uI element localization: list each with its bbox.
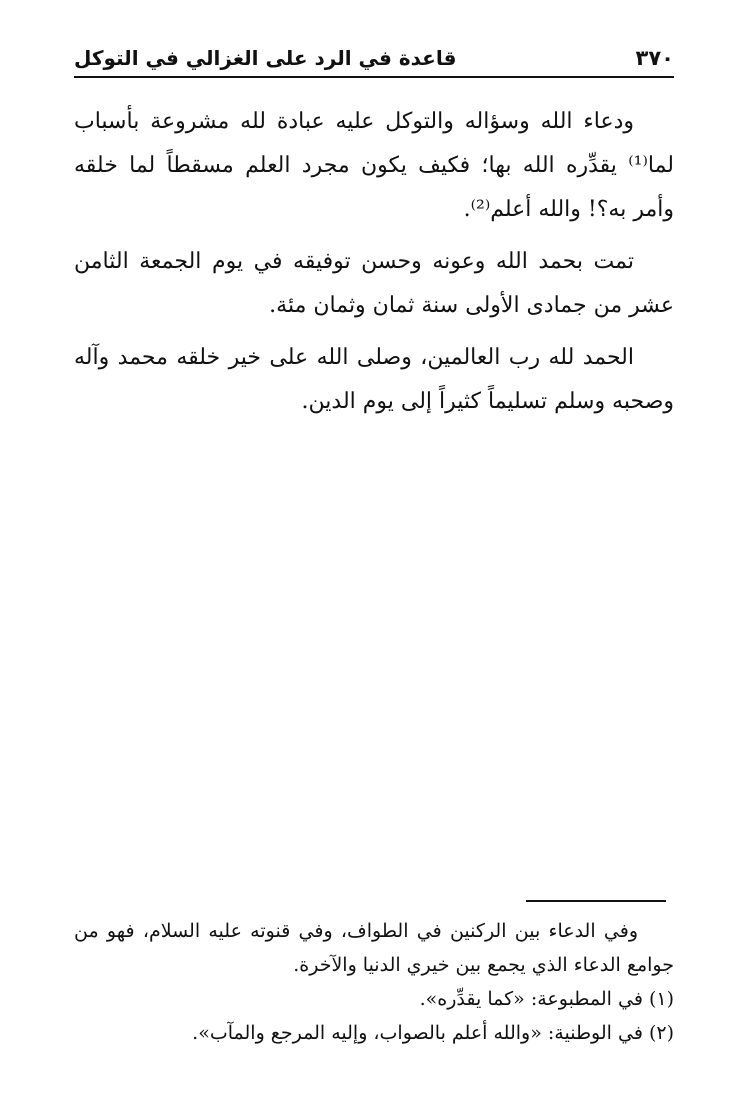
footnotes [74, 914, 674, 1050]
paragraph-1: ودعاء الله وسؤاله والتوكل عليه عبادة لله مشروعة بأسباب لما⁽¹⁾ يقدِّره الله بها؛ فكيف يكون مجرد العلم مسقطاً لما خلقه وأمر به؟! والله أعلم⁽²⁾. [74, 109, 674, 222]
running-header [74, 40, 674, 78]
page-number: ٣٧٠ [635, 46, 674, 70]
paragraph-3: الحمد لله رب العالمين، وصلى الله على خير خلقه محمد وآله وصحبه وسلم تسليماً كثيراً إلى يوم الدين. [74, 345, 674, 414]
footnote-1: (١) في المطبوعة: «كما يقدِّره». [419, 988, 674, 1010]
running-title: قاعدة في الرد على الغزالي في التوكل [74, 46, 457, 70]
paragraph-2: تمت بحمد الله وعونه وحسن توفيقه في يوم الجمعة الثامن عشر من جمادى الأولى سنة ثمان وثمان مئة. [74, 249, 674, 318]
main-text [74, 100, 674, 432]
footnote-2: (٢) في الوطنية: «والله أعلم بالصواب، وإليه المرجع والمآب». [192, 1022, 674, 1044]
footnote-continuation: وفي الدعاء بين الركنين في الطواف، وفي قنوته عليه السلام، فهو من جوامع الدعاء الذي يجمع بين خيري الدنيا والآخرة. [74, 920, 674, 976]
footnote-divider [526, 900, 666, 902]
